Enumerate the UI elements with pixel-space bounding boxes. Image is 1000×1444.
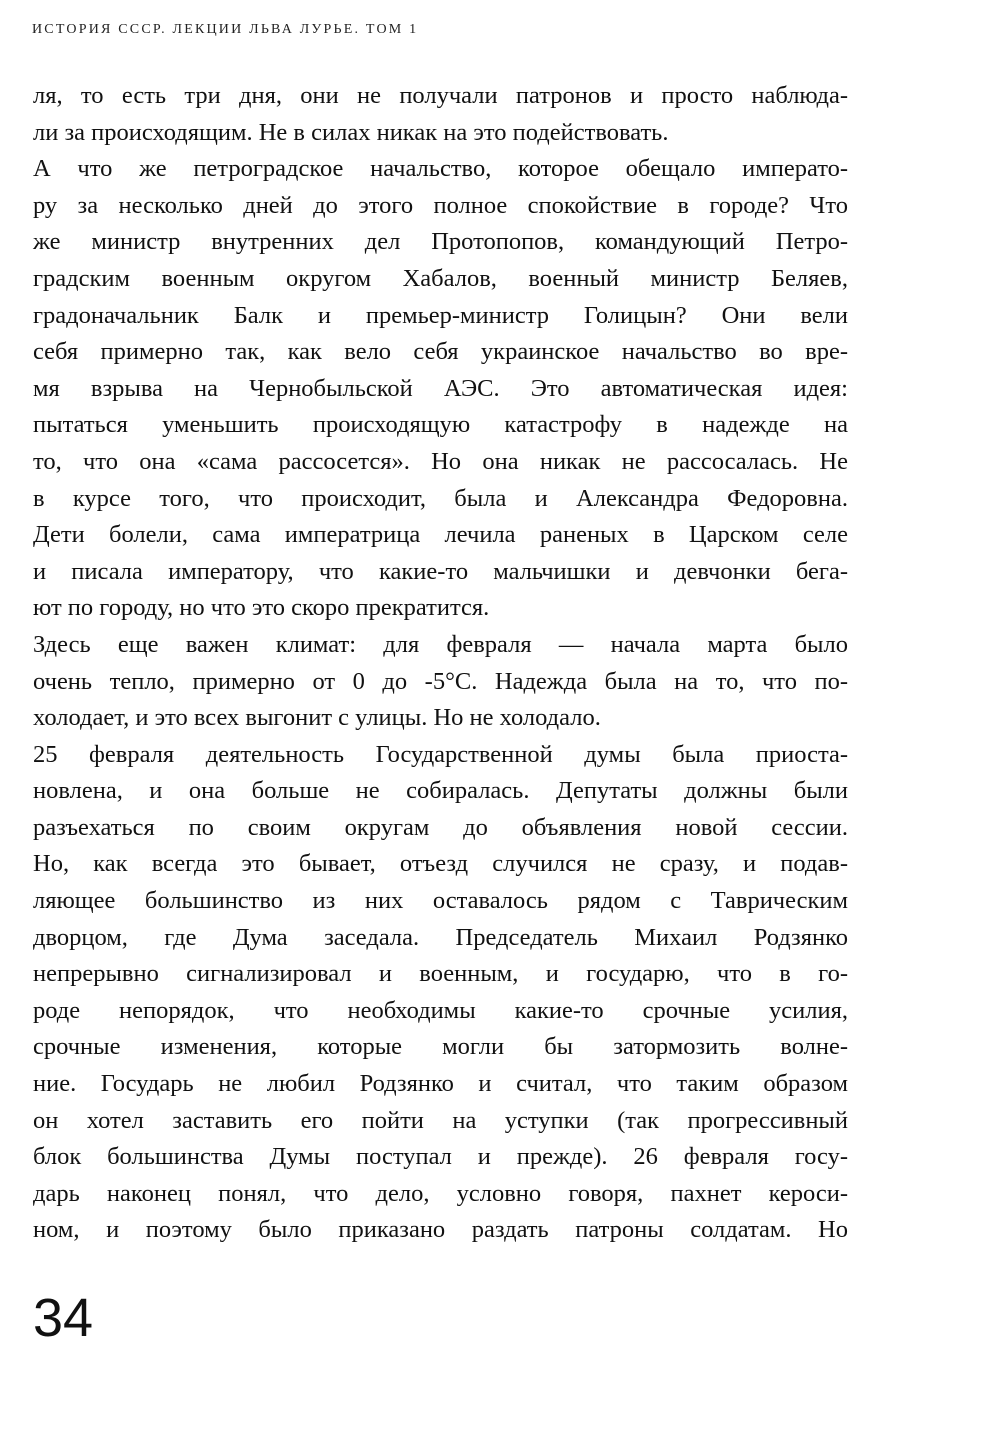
text-line: Здесь еще важен климат: для февраля — начала марта было xyxy=(33,630,848,658)
text-line: Но, как всегда это бывает, отъезд случился не сразу, и подав- xyxy=(33,850,848,878)
text-line: то, что она «сама рассосется». Но она никак не рассосалась. Не xyxy=(33,447,848,475)
paragraph xyxy=(33,737,848,1249)
text-line: А что же петроградское начальство, которое обещало императо- xyxy=(33,155,848,183)
text-line: Дети болели, сама императрица лечила раненых в Царском селе xyxy=(33,521,848,549)
text-line: дворцом, где Дума заседала. Председатель Михаил Родзянко xyxy=(33,923,848,951)
text-line: градоначальник Балк и премьер-министр Голицын? Они вели xyxy=(33,301,848,329)
text-line: ли за происходящим. Не в силах никак на это подействовать. xyxy=(33,118,669,146)
running-header: ИСТОРИЯ СССР. ЛЕКЦИИ ЛЬВА ЛУРЬЕ. ТОМ 1 xyxy=(32,22,419,37)
text-line: ру за несколько дней до этого полное спокойствие в городе? Что xyxy=(33,191,848,219)
body-text xyxy=(33,78,848,1249)
text-line: роде непорядок, что необходимы какие-то срочные усилия, xyxy=(33,996,848,1024)
text-line: и писала императору, что какие-то мальчишки и девчонки бега- xyxy=(33,557,848,585)
text-line: он хотел заставить его пойти на уступки (так прогрессивный xyxy=(33,1106,848,1134)
text-line: очень тепло, примерно от 0 до -5°C. Надежда была на то, что по- xyxy=(33,667,848,695)
text-line: пытаться уменьшить происходящую катастрофу в надежде на xyxy=(33,411,848,439)
text-line: срочные изменения, которые могли бы затормозить волне- xyxy=(33,1033,848,1061)
text-line: ном, и поэтому было приказано раздать патроны солдатам. Но xyxy=(33,1216,848,1244)
text-line: 25 февраля деятельность Государственной думы была приоста- xyxy=(33,740,848,768)
text-line: ляющее большинство из них оставалось рядом с Таврическим xyxy=(33,887,848,915)
text-line: мя взрыва на Чернобыльской АЭС. Это автоматическая идея: xyxy=(33,374,848,402)
text-line: ля, то есть три дня, они не получали патронов и просто наблюда- xyxy=(33,82,848,109)
text-line: градским военным округом Хабалов, военный министр Беляев, xyxy=(33,264,848,292)
text-line: ние. Государь не любил Родзянко и считал, что таким образом xyxy=(33,1070,848,1098)
text-line: новлена, и она больше не собиралась. Депутаты должны были xyxy=(33,777,848,805)
text-line: же министр внутренних дел Протопопов, командующий Петро- xyxy=(33,228,848,256)
paragraph xyxy=(33,627,848,737)
text-line: в курсе того, что происходит, была и Александра Федоровна. xyxy=(33,484,848,512)
paragraph xyxy=(33,151,848,627)
text-line: холодает, и это всех выгонит с улицы. Но не холодало. xyxy=(33,704,601,732)
text-line: блок большинства Думы поступал и прежде). 26 февраля госу- xyxy=(33,1143,848,1171)
text-line: себя примерно так, как вело себя украинское начальство во вре- xyxy=(33,338,848,366)
paragraph xyxy=(33,78,848,151)
text-line: дарь наконец понял, что дело, условно говоря, пахнет кероси- xyxy=(33,1179,848,1207)
text-line: ют по городу, но что это скоро прекратится. xyxy=(33,594,490,622)
text-line: разъехаться по своим округам до объявления новой сессии. xyxy=(33,813,848,841)
page-number: 34 xyxy=(33,1288,94,1348)
text-line: непрерывно сигнализировал и военным, и государю, что в го- xyxy=(33,960,848,988)
